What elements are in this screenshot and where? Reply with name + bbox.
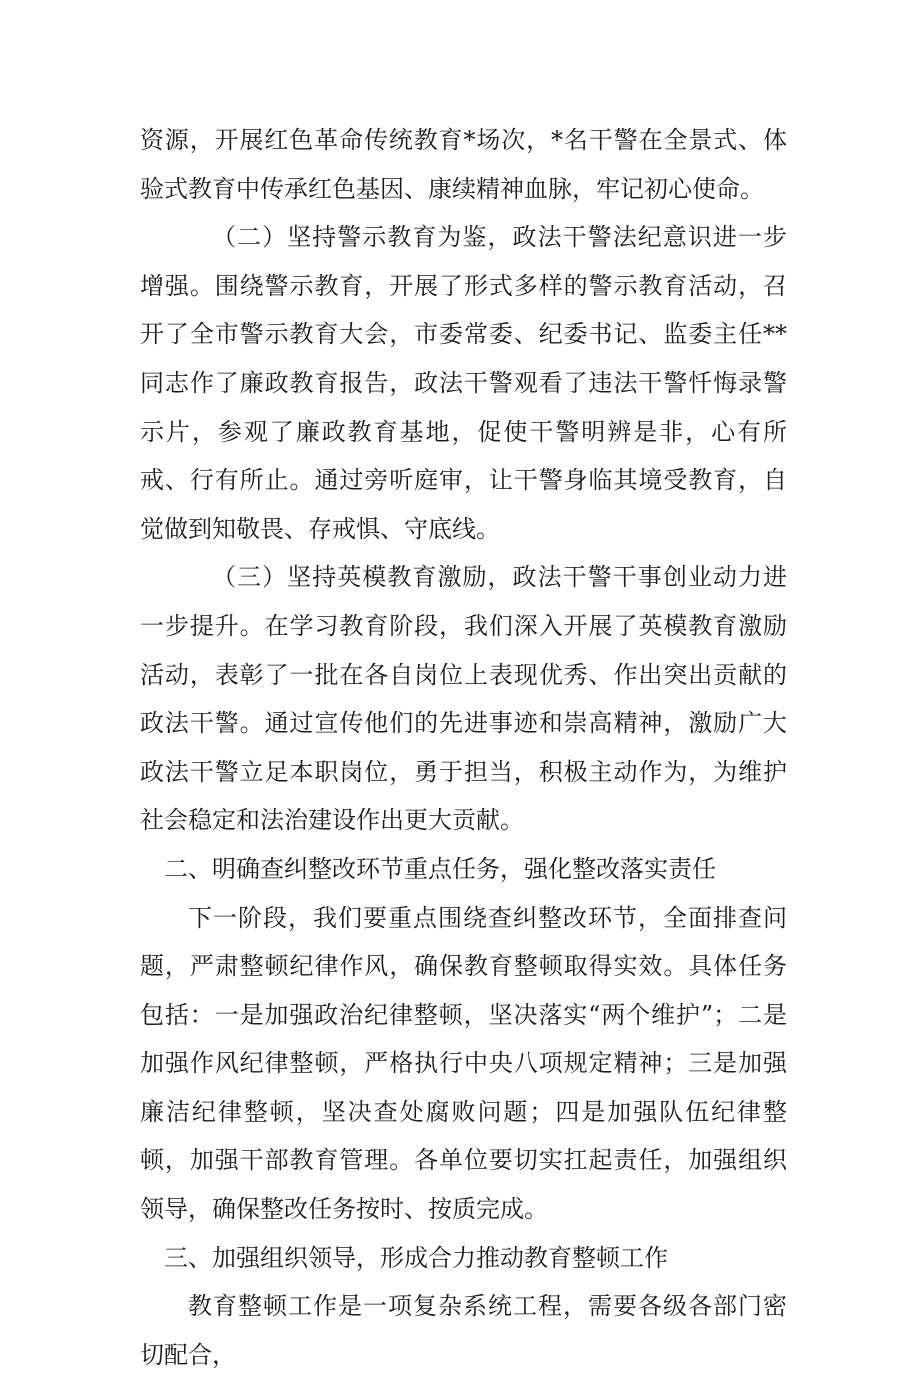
paragraph-warning-education: （二）坚持警示教育为鉴，政法干警法纪意识进一步增强。围绕警示教育，开展了形式多样的警示教育活动，召开了全市警示教育大会，市委常委、纪委书记、监委主任**同志作了廉政教育报告，政法干警观看了违法干警忏悔录警示片，参观了廉政教育基地，促使干警明辨是非，心有所戒、行有所止。通过旁听庭审，让干警身临其境受教育，自觉做到知敬畏、存戒惧、守底线。 <box>140 223 787 543</box>
section-heading-rectification: 二、明确查纠整改环节重点任务，强化整改落实责任 <box>164 854 716 883</box>
paragraph-rectification-tasks: 下一阶段，我们要重点围绕查纠整改环节，全面排查问题，严肃整顿纪律作风，确保教育整顿取得实效。具体任务包括：一是加强政治纪律整顿，坚决落实“两个维护”；二是加强作风纪律整顿，严格执行中央八项规定精神；三是加强廉洁纪律整顿，坚决查处腐败问题；四是加强队伍纪律整顿，加强干部教育管理。各单位要切实扛起责任，加强组织领导，确保整改任务按时、按质完成。 <box>140 903 787 1224</box>
paragraph-leadership-intro: 教育整顿工作是一项复杂系统工程，需要各级各部门密切配合， <box>140 1292 787 1369</box>
paragraph-model-education: （三）坚持英模教育激励，政法干警干事创业动力进一步提升。在学习教育阶段，我们深入开展了英模教育激励活动，表彰了一批在各自岗位上表现优秀、作出突出贡献的政法干警。通过宣传他们的先进事迹和崇高精神，激励广大政法干警立足本职岗位，勇于担当，积极主动作为，为维护社会稳定和法治建设作出更大贡献。 <box>140 563 787 835</box>
paragraph-red-education-continuation: 资源，开展红色革命传统教育*场次，*名干警在全景式、体验式教育中传承红色基因、康续精神血脉，牢记初心使命。 <box>140 126 787 203</box>
document-body <box>140 116 787 1379</box>
section-heading-leadership: 三、加强组织领导，形成合力推动教育整顿工作 <box>164 1243 668 1272</box>
